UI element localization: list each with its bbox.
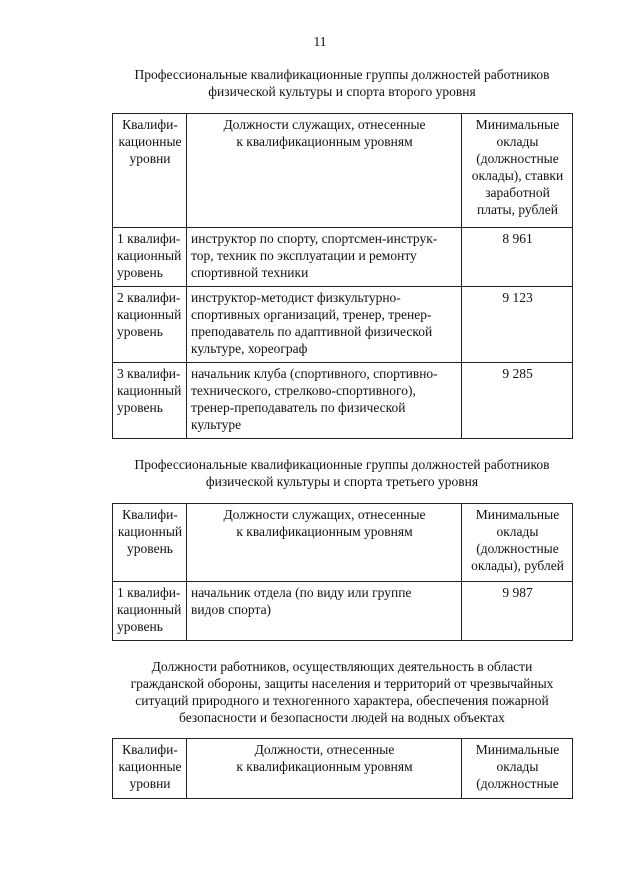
header-min-salary: Минимальные оклады (должностные оклады), ставки заработной платы, рублей [462,114,573,228]
header-qualification-level: Квалифи- кационный уровень [113,504,187,582]
heading-line: гражданской обороны, защиты населения и территорий от чрезвычайных [130,676,554,691]
level-cell: 1 квалифи- кационный уровень [113,228,187,287]
heading-line: Должности работников, осуществляющих деятельность в области [151,659,533,674]
salary-cell: 9 123 [462,287,573,363]
heading-line: безопасности и безопасности людей на водных объектах [179,710,505,725]
section1-table [112,113,573,439]
section2-heading [112,456,572,490]
level-cell: 2 квалифи- кационный уровень [113,287,187,363]
header-positions: Должности служащих, отнесенные к квалификационным уровням [187,504,462,582]
header-positions: Должности, отнесенные к квалификационным уровням [187,739,462,799]
salary-cell: 9 285 [462,363,573,439]
table-header-row [113,114,573,228]
page-number: 11 [313,34,327,49]
positions-cell: начальник отдела (по виду или группе видов спорта) [187,582,462,641]
header-min-salary: Минимальные оклады (должностные [462,739,573,799]
header-qualification-level: Квалифи- кационные уровни [113,114,187,228]
section3-heading [112,658,572,726]
header-qualification-level: Квалифи- кационные уровни [113,739,187,799]
positions-cell: инструктор-методист физкультурно- спортивных организаций, тренер, тренер- преподаватель по адаптивной физической культуре, хореограф [187,287,462,363]
heading-line: Профессиональные квалификационные группы должностей работников [134,457,550,472]
table-row [113,582,573,641]
header-min-salary: Минимальные оклады (должностные оклады), рублей [462,504,573,582]
salary-cell: 9 987 [462,582,573,641]
heading-line: Профессиональные квалификационные группы должностей работников [134,67,550,82]
positions-cell: инструктор по спорту, спортсмен-инструк- тор, техник по эксплуатации и ремонту спортивной техники [187,228,462,287]
heading-line: ситуаций природного и техногенного характера, обеспечения пожарной [135,693,549,708]
header-positions: Должности служащих, отнесенные к квалификационным уровням [187,114,462,228]
section1-heading [112,66,572,100]
table-header-row [113,504,573,582]
salary-cell: 8 961 [462,228,573,287]
section3-table [112,738,573,799]
section2-table [112,503,573,641]
table-row [113,228,573,287]
heading-line: физической культуры и спорта третьего уровня [205,474,479,489]
table-row [113,287,573,363]
level-cell: 1 квалифи- кационный уровень [113,582,187,641]
table-header-row [113,739,573,799]
heading-line: физической культуры и спорта второго уровня [208,84,476,99]
table-row [113,363,573,439]
level-cell: 3 квалифи- кационный уровень [113,363,187,439]
positions-cell: начальник клуба (спортивного, спортивно- технического, стрелково-спортивного), тренер-преподаватель по физической культуре [187,363,462,439]
